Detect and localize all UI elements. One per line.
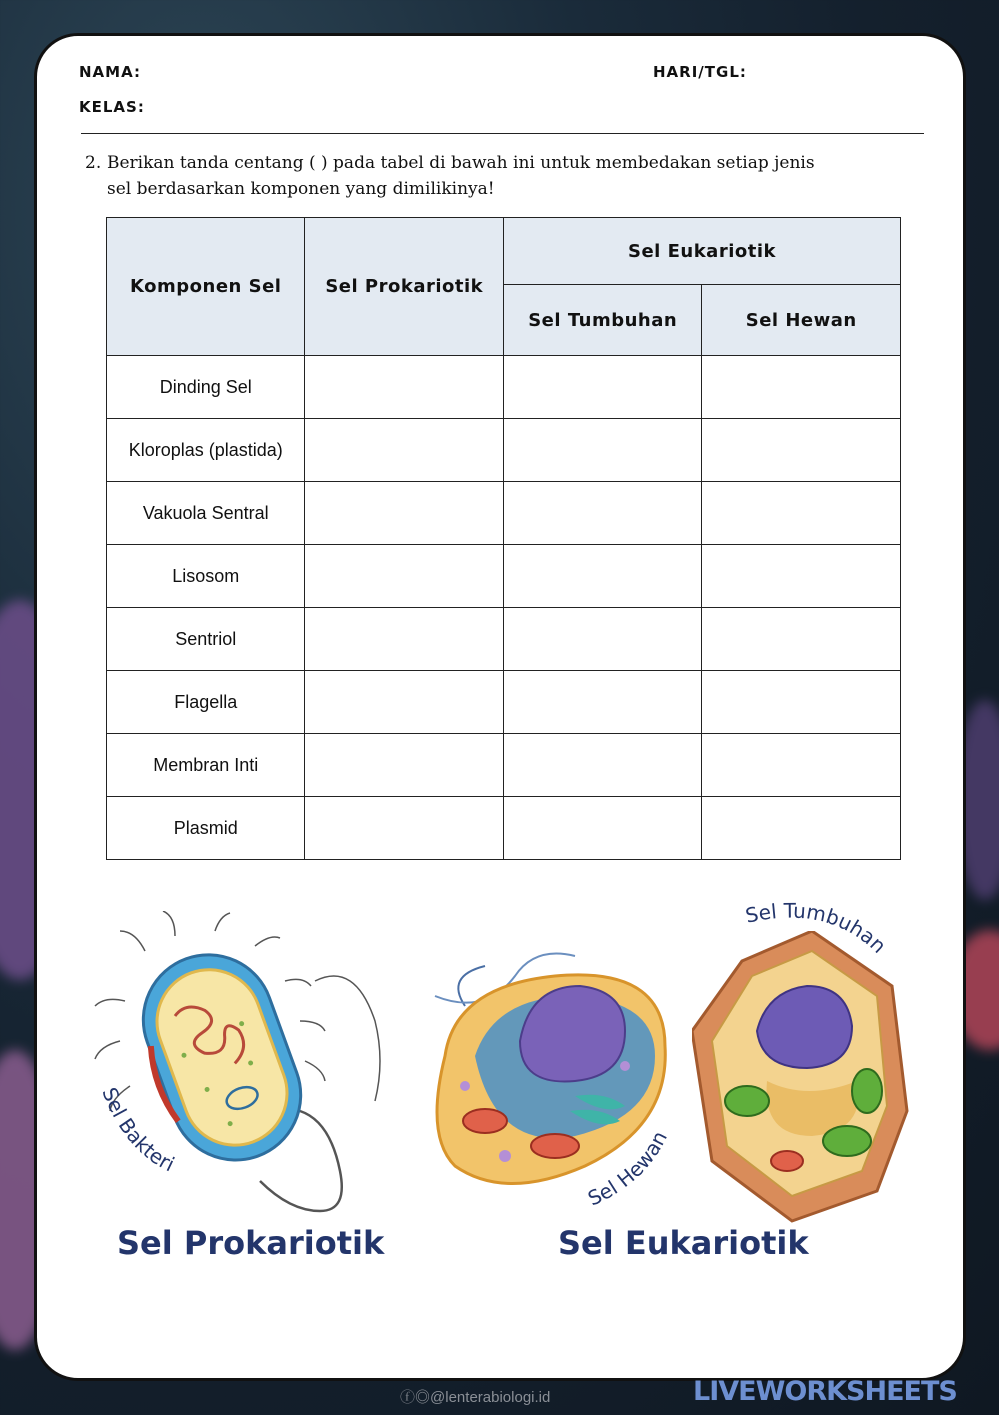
- table-row: [107, 419, 901, 482]
- liveworksheets-brand[interactable]: LIVEWORKSHEETS: [693, 1376, 957, 1407]
- header-sel-eukariotik: Sel Eukariotik: [503, 218, 900, 285]
- check-cell-tumbuhan[interactable]: [503, 797, 701, 860]
- component-name: Flagella: [107, 671, 305, 734]
- component-table: [106, 217, 901, 860]
- facebook-icon: ⓕ: [400, 1389, 416, 1406]
- eukariotik-title: Sel Eukariotik: [558, 1224, 809, 1262]
- prokariotik-title: Sel Prokariotik: [117, 1224, 385, 1262]
- check-cell-tumbuhan[interactable]: [503, 608, 701, 671]
- check-cell-prokariotik[interactable]: [305, 545, 503, 608]
- check-cell-tumbuhan[interactable]: [503, 419, 701, 482]
- header-sel-prokariotik: Sel Prokariotik: [305, 218, 503, 356]
- hewan-caption: Sel Hewan: [584, 1127, 672, 1211]
- check-cell-hewan[interactable]: [702, 356, 901, 419]
- svg-text:Sel Hewan: [584, 1127, 672, 1210]
- check-cell-hewan[interactable]: [702, 608, 901, 671]
- kelas-label: KELAS:: [79, 98, 145, 116]
- table-row: [107, 608, 901, 671]
- check-cell-prokariotik[interactable]: [305, 482, 503, 545]
- check-cell-tumbuhan[interactable]: [503, 482, 701, 545]
- component-name: Vakuola Sentral: [107, 482, 305, 545]
- table-row: [107, 797, 901, 860]
- check-cell-prokariotik[interactable]: [305, 419, 503, 482]
- instruction-line-2: sel berdasarkan komponen yang dimilikinya!: [107, 179, 495, 199]
- hari-tgl-label: HARI/TGL:: [653, 63, 747, 81]
- instruction: [85, 150, 905, 202]
- table-row: [107, 734, 901, 797]
- instagram-icon: ◎: [415, 1389, 431, 1406]
- component-name: Plasmid: [107, 797, 305, 860]
- table-row: [107, 356, 901, 419]
- check-cell-tumbuhan[interactable]: [503, 356, 701, 419]
- nama-label: NAMA:: [79, 63, 141, 81]
- header-divider: [81, 133, 924, 134]
- worksheet-page: [34, 33, 966, 1381]
- plant-caption-arc: [742, 898, 912, 998]
- check-cell-tumbuhan[interactable]: [503, 545, 701, 608]
- social-handle-text: @lenterabiologi.id: [430, 1389, 551, 1406]
- check-cell-prokariotik[interactable]: [305, 608, 503, 671]
- instruction-line-1: Berikan tanda centang ( ) pada tabel di bawah ini untuk membedakan setiap jenis: [107, 153, 815, 173]
- header-komponen-sel: Komponen Sel: [107, 218, 305, 356]
- social-handle: [400, 1386, 550, 1407]
- check-cell-hewan[interactable]: [702, 419, 901, 482]
- check-cell-hewan[interactable]: [702, 482, 901, 545]
- table-row: [107, 671, 901, 734]
- question-number: 2.: [85, 153, 102, 173]
- table-row: [107, 545, 901, 608]
- check-cell-hewan[interactable]: [702, 671, 901, 734]
- header-sel-tumbuhan: Sel Tumbuhan: [503, 285, 701, 356]
- component-name: Sentriol: [107, 608, 305, 671]
- bakteri-caption: Sel Bakteri: [97, 1084, 179, 1177]
- check-cell-hewan[interactable]: [702, 734, 901, 797]
- check-cell-hewan[interactable]: [702, 545, 901, 608]
- check-cell-prokariotik[interactable]: [305, 671, 503, 734]
- component-name: Dinding Sel: [107, 356, 305, 419]
- component-name: Kloroplas (plastida): [107, 419, 305, 482]
- svg-text:Sel Bakteri: [97, 1084, 178, 1176]
- table-row: [107, 482, 901, 545]
- check-cell-prokariotik[interactable]: [305, 797, 503, 860]
- component-name: Membran Inti: [107, 734, 305, 797]
- check-cell-prokariotik[interactable]: [305, 734, 503, 797]
- component-name: Lisosom: [107, 545, 305, 608]
- svg-text:Sel Tumbuhan: [743, 898, 891, 957]
- check-cell-hewan[interactable]: [702, 797, 901, 860]
- check-cell-tumbuhan[interactable]: [503, 734, 701, 797]
- header-sel-hewan: Sel Hewan: [702, 285, 901, 356]
- check-cell-prokariotik[interactable]: [305, 356, 503, 419]
- check-cell-tumbuhan[interactable]: [503, 671, 701, 734]
- tumbuhan-caption: Sel Tumbuhan: [743, 898, 891, 958]
- bacteria-caption-arc: [92, 1081, 242, 1191]
- animal-caption-arc: [582, 1096, 692, 1216]
